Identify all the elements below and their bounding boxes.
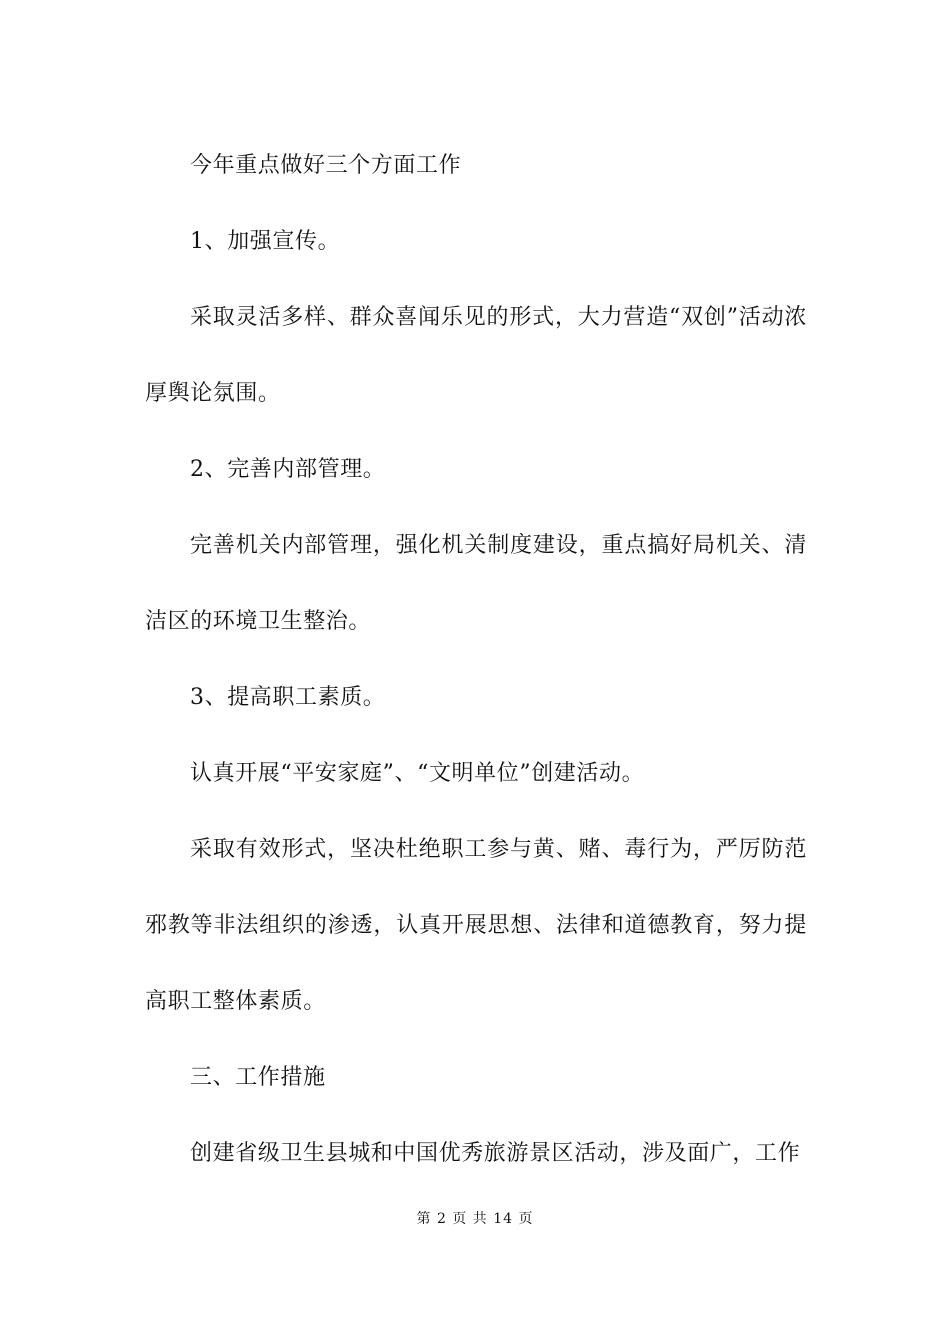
paragraph-item-2: 2、完善内部管理。 <box>190 457 386 482</box>
section-heading: 三、工作措施 <box>190 1065 326 1090</box>
paragraph-item-3: 3、提高职工素质。 <box>190 685 386 710</box>
document-body <box>145 128 807 1192</box>
paragraph: 认真开展“平安家庭”、“文明单位”创建活动。 <box>190 761 645 786</box>
paragraph: 创建省级卫生县城和中国优秀旅游景区活动，涉及面广，工作 <box>190 1141 801 1166</box>
paragraph-heading: 今年重点做好三个方面工作 <box>190 153 462 178</box>
page-footer: 第 2 页 共 14 页 <box>416 1211 534 1227</box>
paragraph: 采取灵活多样、群众喜闻乐见的形式，大力营造“双创”活动浓厚舆论氛围。 <box>145 305 807 406</box>
paragraph: 完善机关内部管理，强化机关制度建设，重点搞好局机关、清洁区的环境卫生整治。 <box>145 533 807 634</box>
paragraph: 采取有效形式，坚决杜绝职工参与黄、赌、毒行为，严厉防范邪教等非法组织的渗透，认真开展思想、法律和道德教育，努力提高职工整体素质。 <box>145 837 807 1014</box>
paragraph-item-1: 1、加强宣传。 <box>190 229 341 254</box>
